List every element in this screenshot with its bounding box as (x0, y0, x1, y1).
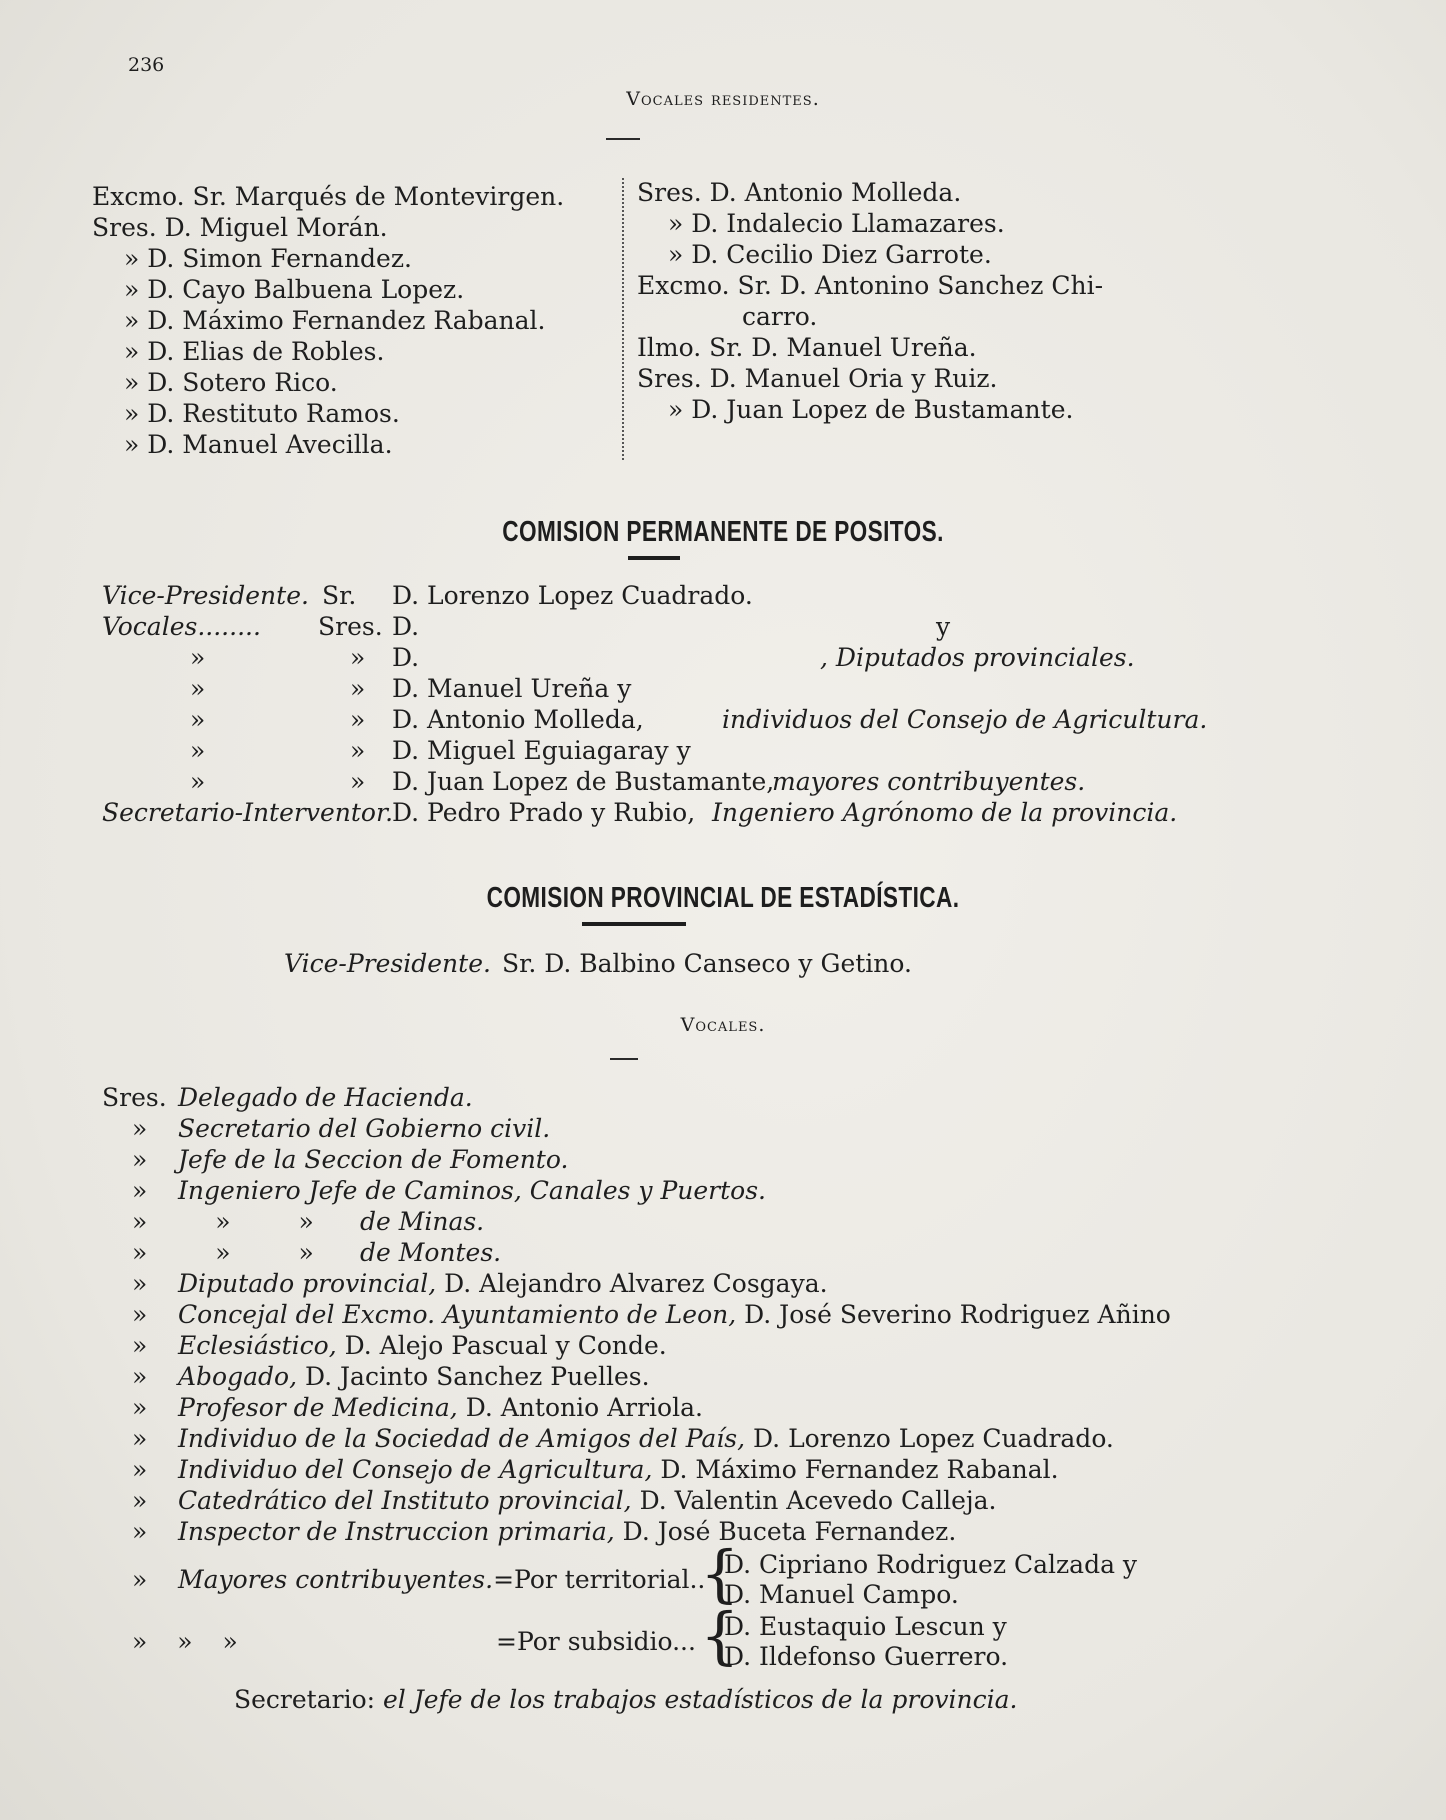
list-prefix: » (132, 1331, 148, 1360)
list-item: Excmo. Sr. D. Antonino Sanchez Chi- (637, 271, 1104, 300)
list-item: » D. Cecilio Diez Garrote. (668, 240, 992, 269)
list-item: Sres. D. Antonio Molleda. (637, 178, 962, 207)
list-entry (178, 1424, 1114, 1454)
row-role: mayores contribuyentes. (772, 767, 1086, 796)
row-role: individuos del Consejo de Agricultura. (722, 705, 1208, 734)
row-role: Ingeniero Agrónomo de la provincia. (712, 798, 1178, 827)
row-label: Vocales........ (102, 612, 261, 641)
list-item: Ilmo. Sr. D. Manuel Ureña. (637, 333, 977, 362)
list-item: Sres. D. Miguel Morán. (92, 213, 388, 242)
list-prefix: » » » (132, 1238, 314, 1267)
list-entry (178, 1331, 667, 1361)
list-role: de Minas. (360, 1207, 485, 1236)
list-item: Excmo. Sr. Marqués de Montevirgen. (92, 182, 565, 211)
column-divider (622, 178, 634, 460)
row-text: D. (392, 643, 420, 672)
row-title: Sr. (322, 581, 357, 610)
vice-text: Sr. D. Balbino Canseco y Getino. (502, 949, 912, 978)
ditto-mark: » (190, 705, 206, 734)
list-prefix: » (132, 1269, 148, 1298)
ditto-mark: » (350, 767, 366, 796)
list-entry (178, 1455, 1059, 1485)
list-person: D. José Buceta Fernandez. (622, 1517, 957, 1546)
list-item: Sres. D. Manuel Oria y Ruiz. (637, 364, 998, 393)
list-item: » D. Restituto Ramos. (124, 399, 400, 428)
list-role: Individuo del Consejo de Agricultura, (178, 1455, 653, 1484)
ditto-mark: » (350, 736, 366, 765)
list-person: D. Antonio Arriola. (465, 1393, 703, 1422)
list-role: Secretario del Gobierno civil. (178, 1114, 551, 1143)
row-title: Sres. (318, 612, 383, 641)
list-role: Eclesiástico, (178, 1331, 337, 1360)
list-entry (178, 1300, 1171, 1330)
list-item: » D. Manuel Avecilla. (124, 430, 393, 459)
ditto-mark: » (350, 643, 366, 672)
vocales-heading: Vocales. (680, 1014, 766, 1036)
list-prefix: » (132, 1176, 148, 1205)
brace-glyph: { (700, 1537, 740, 1610)
list-person: D. Alejo Pascual y Conde. (344, 1331, 667, 1360)
list-role: Abogado, (178, 1362, 298, 1391)
list-prefix: » (132, 1517, 148, 1546)
list-item: » D. Indalecio Llamazares. (668, 209, 1005, 238)
list-prefix: » (132, 1300, 148, 1329)
list-entry (178, 1565, 705, 1595)
list-item: carro. (742, 302, 818, 331)
list-person: D. Cipriano Rodriguez Calzada y (724, 1550, 1138, 1579)
row-tail: y (936, 612, 951, 641)
list-entry (178, 1393, 703, 1423)
ditto-mark: » (190, 767, 206, 796)
list-person: D. Eustaquio Lescun y (724, 1612, 1007, 1641)
row-label: Secretario-Interventor. (102, 798, 394, 827)
ditto-mark: » (190, 674, 206, 703)
list-prefix: » (132, 1114, 148, 1143)
list-person: D. Manuel Campo. (724, 1580, 959, 1609)
list-role: Jefe de la Seccion de Fomento. (178, 1145, 569, 1174)
list-entry (178, 1486, 996, 1516)
list-role: Mayores contribuyentes. (178, 1565, 494, 1594)
heading-rule (628, 556, 680, 560)
heading-dash (610, 1058, 638, 1060)
list-role: Diputado provincial, (178, 1269, 437, 1298)
list-person: D. Valentin Acevedo Calleja. (639, 1486, 997, 1515)
list-entry (178, 1362, 650, 1392)
row-role: , Diputados provinciales. (820, 643, 1135, 672)
row-label: Vice-Presidente. (102, 581, 309, 610)
row-text: D. Pedro Prado y Rubio, (392, 798, 696, 827)
brace-glyph: { (700, 1599, 740, 1672)
list-prefix: » » » (132, 1627, 238, 1656)
ditto-mark: » (350, 674, 366, 703)
list-item: » D. Simon Fernandez. (124, 244, 412, 273)
list-prefix: » (132, 1455, 148, 1484)
list-role: Inspector de Instruccion primaria, (178, 1517, 615, 1546)
territorial-label: =Por territorial.. (493, 1565, 706, 1594)
list-item: » D. Elias de Robles. (124, 337, 385, 366)
list-person: D. Máximo Fernandez Rabanal. (660, 1455, 1059, 1484)
list-prefix: Sres. (102, 1083, 167, 1112)
list-prefix: » » » (132, 1207, 314, 1236)
row-text: D. Manuel Ureña y (392, 674, 632, 703)
heading-rule (582, 922, 686, 926)
row-text: D. Juan Lopez de Bustamante, (392, 767, 775, 796)
ditto-mark: » (190, 643, 206, 672)
list-item: » D. Sotero Rico. (124, 368, 338, 397)
list-entry (178, 1517, 956, 1547)
heading-dash (606, 138, 640, 140)
secretario-label: Secretario: (234, 1685, 376, 1714)
secretario-line (234, 1685, 1017, 1715)
ditto-mark: » (190, 736, 206, 765)
list-role: Delegado de Hacienda. (178, 1083, 473, 1112)
row-text: D. Miguel Eguiagaray y (392, 736, 691, 765)
list-role: Catedrático del Instituto provincial, (178, 1486, 632, 1515)
list-prefix: » (132, 1565, 148, 1594)
row-text: D. (392, 612, 420, 641)
vice-label: Vice-Presidente. (284, 949, 491, 978)
list-role: Profesor de Medicina, (178, 1393, 458, 1422)
list-prefix: » (132, 1362, 148, 1391)
page-number: 236 (128, 54, 165, 76)
list-role: Individuo de la Sociedad de Amigos del País, (178, 1424, 746, 1453)
list-prefix: » (132, 1486, 148, 1515)
list-person: D. Alejandro Alvarez Cosgaya. (444, 1269, 828, 1298)
positos-heading: COMISION PERMANENTE DE POSITOS. (502, 516, 944, 548)
row-text: D. Antonio Molleda, (392, 705, 644, 734)
list-person: D. Jacinto Sanchez Puelles. (304, 1362, 650, 1391)
list-role: Ingeniero Jefe de Caminos, Canales y Puertos. (178, 1176, 767, 1205)
list-prefix: » (132, 1145, 148, 1174)
vocales-residentes-heading: Vocales residentes. (626, 88, 820, 110)
row-text: D. Lorenzo Lopez Cuadrado. (392, 581, 753, 610)
list-prefix: » (132, 1393, 148, 1422)
list-role: Concejal del Excmo. Ayuntamiento de Leon, (178, 1300, 737, 1329)
subsidio-label: =Por subsidio... (496, 1627, 696, 1656)
list-prefix: » (132, 1424, 148, 1453)
secretario-text: el Jefe de los trabajos estadísticos de la provincia. (383, 1685, 1018, 1714)
list-item: » D. Cayo Balbuena Lopez. (124, 275, 465, 304)
list-person: D. Ildefonso Guerrero. (724, 1642, 1009, 1671)
list-item: » D. Máximo Fernandez Rabanal. (124, 306, 546, 335)
list-person: D. Lorenzo Lopez Cuadrado. (753, 1424, 1114, 1453)
list-role: de Montes. (360, 1238, 502, 1267)
list-person: D. José Severino Rodriguez Añino (744, 1300, 1171, 1329)
list-entry (178, 1269, 828, 1299)
estadistica-heading: COMISION PROVINCIAL DE ESTADÍSTICA. (486, 882, 960, 914)
ditto-mark: » (350, 705, 366, 734)
list-item: » D. Juan Lopez de Bustamante. (668, 395, 1074, 424)
